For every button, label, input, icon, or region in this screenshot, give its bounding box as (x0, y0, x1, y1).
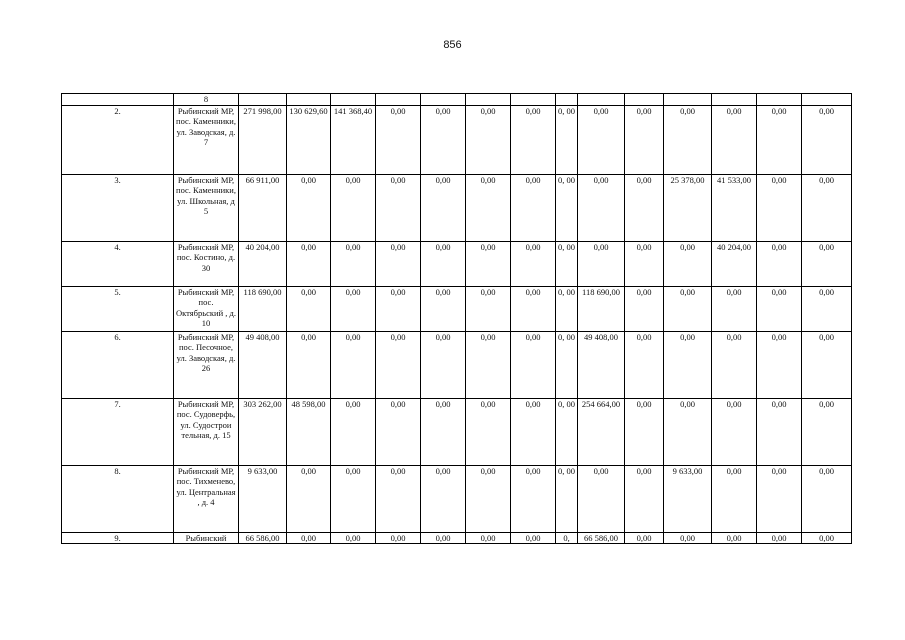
value-cell: 0,00 (287, 465, 331, 532)
value-cell: 25 378,00 (664, 174, 712, 241)
value-cell: 41 533,00 (712, 174, 757, 241)
value-cell: 0,00 (511, 465, 556, 532)
value-cell: 0,00 (664, 398, 712, 465)
value-cell: 0,00 (466, 105, 511, 174)
value-cell: 0,00 (511, 174, 556, 241)
value-cell: 271 998,00 (239, 105, 287, 174)
value-cell: 0, 00 (556, 174, 578, 241)
value-cell: 0,00 (802, 331, 852, 398)
value-cell: 0,00 (664, 105, 712, 174)
value-cell: 0, (556, 532, 578, 544)
value-cell: 0,00 (421, 105, 466, 174)
value-cell: 0,00 (757, 105, 802, 174)
value-cell: 0,00 (578, 465, 625, 532)
value-cell: 66 911,00 (239, 174, 287, 241)
value-cell: 0,00 (376, 286, 421, 331)
row-number: 6. (62, 331, 174, 398)
value-cell: 0, 00 (556, 241, 578, 286)
value-cell: 0,00 (376, 174, 421, 241)
value-cell: 0,00 (712, 465, 757, 532)
value-cell: 0,00 (511, 286, 556, 331)
row-number: 7. (62, 398, 174, 465)
value-cell: 49 408,00 (239, 331, 287, 398)
value-cell: 0,00 (287, 532, 331, 544)
address-cell: Рыбинский МР, пос. Тихменево, ул. Центральная , д. 4 (174, 465, 239, 532)
value-cell: 0,00 (757, 241, 802, 286)
table-row (62, 174, 852, 241)
value-cell: 0,00 (376, 465, 421, 532)
value-cell: 0,00 (511, 398, 556, 465)
value-cell: 0,00 (578, 105, 625, 174)
value-cell: 0, 00 (556, 465, 578, 532)
value-cell: 0,00 (287, 241, 331, 286)
table-row-fragment (62, 94, 852, 106)
table-row (62, 331, 852, 398)
value-cell: 0,00 (421, 286, 466, 331)
value-cell: 0,00 (466, 286, 511, 331)
value-cell: 254 664,00 (578, 398, 625, 465)
value-cell: 66 586,00 (239, 532, 287, 544)
address-cell: Рыбинский (174, 532, 239, 544)
row-number: 9. (62, 532, 174, 544)
value-cell: 66 586,00 (578, 532, 625, 544)
address-cell: Рыбинский МР, пос. Судоверфь, ул. Судострои тельная, д. 15 (174, 398, 239, 465)
value-cell: 49 408,00 (578, 331, 625, 398)
address-cell: Рыбинский МР, пос. Каменники, ул. Школьная, д 5 (174, 174, 239, 241)
row-number: 8. (62, 465, 174, 532)
value-cell: 0,00 (331, 241, 376, 286)
value-cell: 0,00 (331, 532, 376, 544)
value-cell: 0,00 (802, 465, 852, 532)
value-cell: 141 368,40 (331, 105, 376, 174)
value-cell: 0,00 (331, 398, 376, 465)
value-cell: 303 262,00 (239, 398, 287, 465)
value-cell: 0,00 (331, 286, 376, 331)
value-cell: 0,00 (421, 331, 466, 398)
row-number: 4. (62, 241, 174, 286)
value-cell: 0,00 (466, 398, 511, 465)
value-cell: 48 598,00 (287, 398, 331, 465)
table-row (62, 398, 852, 465)
value-cell: 0,00 (625, 465, 664, 532)
value-cell: 0,00 (466, 174, 511, 241)
value-cell: 40 204,00 (239, 241, 287, 286)
value-cell: 0,00 (664, 286, 712, 331)
value-cell: 0,00 (511, 105, 556, 174)
value-cell: 0,00 (466, 532, 511, 544)
value-cell: 0,00 (664, 532, 712, 544)
value-cell: 0,00 (466, 331, 511, 398)
table-cell: 8 (174, 94, 239, 106)
value-cell: 0,00 (712, 532, 757, 544)
value-cell: 0, 00 (556, 398, 578, 465)
value-cell: 0,00 (376, 331, 421, 398)
value-cell: 0, 00 (556, 331, 578, 398)
address-cell: Рыбинский МР, пос. Каменники, ул. Заводская, д. 7 (174, 105, 239, 174)
row-number: 5. (62, 286, 174, 331)
table-row (62, 286, 852, 331)
value-cell: 0,00 (802, 241, 852, 286)
value-cell: 0,00 (511, 241, 556, 286)
row-number: 3. (62, 174, 174, 241)
value-cell: 0,00 (757, 532, 802, 544)
value-cell: 130 629,60 (287, 105, 331, 174)
value-cell: 0,00 (466, 465, 511, 532)
value-cell: 0,00 (625, 398, 664, 465)
value-cell: 0, 00 (556, 105, 578, 174)
value-cell: 0,00 (802, 174, 852, 241)
table-row (62, 532, 852, 544)
value-cell: 0,00 (625, 532, 664, 544)
value-cell: 0,00 (664, 331, 712, 398)
address-cell: Рыбинский МР, пос. Песочное, ул. Заводская, д. 26 (174, 331, 239, 398)
value-cell: 0,00 (421, 398, 466, 465)
value-cell: 0,00 (466, 241, 511, 286)
value-cell: 9 633,00 (664, 465, 712, 532)
value-cell: 0,00 (664, 241, 712, 286)
value-cell: 0,00 (376, 105, 421, 174)
table-row (62, 465, 852, 532)
value-cell: 0,00 (287, 331, 331, 398)
page-number: 856 (443, 39, 462, 51)
value-cell: 0,00 (625, 105, 664, 174)
table-row (62, 241, 852, 286)
value-cell: 0,00 (802, 532, 852, 544)
value-cell: 0,00 (511, 532, 556, 544)
value-cell: 9 633,00 (239, 465, 287, 532)
value-cell: 0,00 (578, 241, 625, 286)
value-cell: 0,00 (757, 398, 802, 465)
value-cell: 0,00 (376, 241, 421, 286)
value-cell: 0,00 (376, 532, 421, 544)
value-cell: 0,00 (421, 465, 466, 532)
table-row (62, 105, 852, 174)
value-cell: 0,00 (421, 174, 466, 241)
value-cell: 118 690,00 (578, 286, 625, 331)
value-cell: 0, 00 (556, 286, 578, 331)
address-cell: Рыбинский МР, пос. Костино, д. 30 (174, 241, 239, 286)
value-cell: 0,00 (625, 241, 664, 286)
row-number: 2. (62, 105, 174, 174)
value-cell: 0,00 (625, 174, 664, 241)
address-cell: Рыбинский МР, пос. Октябрьский , д. 10 (174, 286, 239, 331)
value-cell: 0,00 (712, 398, 757, 465)
value-cell: 0,00 (712, 286, 757, 331)
budget-table (61, 93, 852, 544)
value-cell: 0,00 (578, 174, 625, 241)
value-cell: 0,00 (802, 398, 852, 465)
value-cell: 0,00 (421, 241, 466, 286)
value-cell: 0,00 (712, 331, 757, 398)
value-cell: 0,00 (757, 286, 802, 331)
value-cell: 0,00 (802, 286, 852, 331)
value-cell: 0,00 (712, 105, 757, 174)
value-cell: 0,00 (625, 286, 664, 331)
value-cell: 0,00 (757, 331, 802, 398)
value-cell: 0,00 (287, 174, 331, 241)
value-cell: 0,00 (331, 465, 376, 532)
value-cell: 0,00 (331, 331, 376, 398)
value-cell: 0,00 (757, 465, 802, 532)
value-cell: 40 204,00 (712, 241, 757, 286)
value-cell: 0,00 (511, 331, 556, 398)
value-cell: 0,00 (757, 174, 802, 241)
value-cell: 0,00 (376, 398, 421, 465)
value-cell: 0,00 (421, 532, 466, 544)
value-cell: 0,00 (625, 331, 664, 398)
value-cell: 0,00 (802, 105, 852, 174)
value-cell: 0,00 (287, 286, 331, 331)
value-cell: 118 690,00 (239, 286, 287, 331)
value-cell: 0,00 (331, 174, 376, 241)
